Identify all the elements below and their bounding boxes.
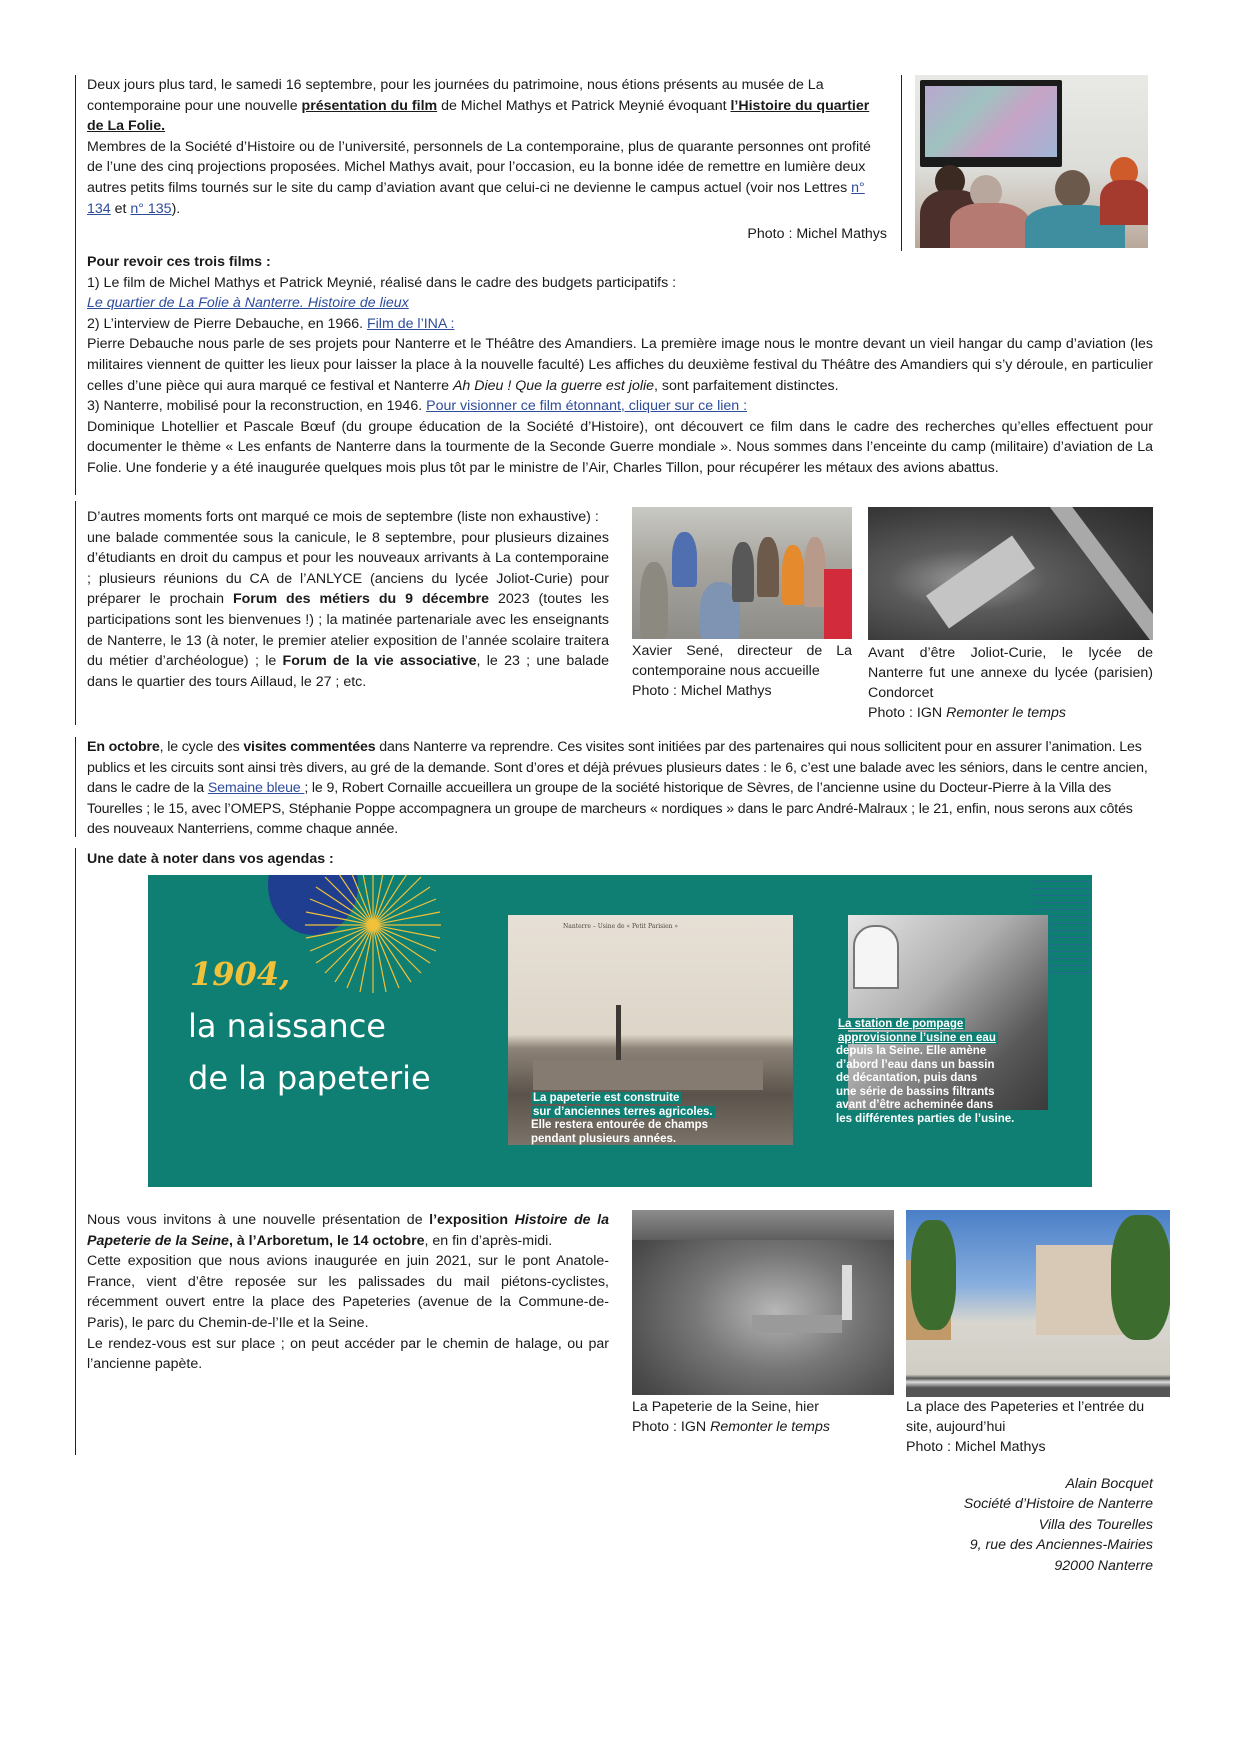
banner-title: la naissance de la papeterie (188, 1007, 431, 1097)
september-text: D’autres moments forts ont marqué ce mois de septembre (liste non exhaustive) : une balade commentée sous la canicule, le 8 septembre, pour plusieurs dizaines d’étudiants en droit du campus et pour les nouveaux arrivants à La contemporaine ; plusieurs réunions du CA de l’ANLYCE (anciens du lycée Joliot-Curie) pour préparer le prochain Forum des métiers du 9 décembre 2023 (toutes les participations sont les bienvenues !) ; la matinée partenariale avec les enseignants de Nanterre, le 13 (à noter, le premier atelier exposition de l’année scolaire traitera du métier d’archéologue) ; le Forum de la vie associative, le 23 ; une balade dans le quartier des tours Aillaud, le 27 ; etc. (87, 509, 609, 690)
signature-block (964, 1474, 1153, 1576)
welcome-crowd-photo (632, 507, 852, 639)
pumping-station-caption: La station de pompage approvisionne l’usine en eau depuis la Seine. Elle amène d’abord l’eau dans un bassin de décantation, puis dans une série de bassins filtrants avant d’être acheminée dans les différentes parties de l’usine. (836, 1018, 1015, 1125)
letter-134-link[interactable]: n° 134 (87, 179, 865, 217)
forum-metiers-emphasis: Forum des métiers du 9 décembre (232, 591, 490, 608)
exhibition-banner (148, 875, 1092, 1187)
city: 92000 Nanterre (1054, 1557, 1153, 1574)
film-item-3-description: Dominique Lhotellier et Pascale Bœuf (du groupe éducation de la Société d’Histoire), ont découvert ce film dans le cadre des recherches qu’elles effectuent pour documenter le thème « Les enfants de Nanterre dans la tourmente de la Seconde Guerre mondiale ». Nous sommes dans l’enceinte du camp (militaire) d’aviation de La Folie. Une fonderie y a été inaugurée quelques mois plus tôt par le ministre de l’Air, Charles Tillon, pour récupérer les métaux des avions abattus. (87, 418, 1153, 476)
margin-rule (75, 75, 76, 495)
margin-rule (75, 737, 76, 837)
october-paragraph: En octobre, le cycle des visites commentées dans Nanterre va reprendre. Ces visites sont initiées par des partenaires qui nous sollicitent pour en assurer l’animation. Les publics et les circuits sont ainsi très divers, au gré de la demande. Sont d’ores et déjà prévues plusieurs dates : le 6, c’est une balade avec les séniors, dans le centre ancien, dans le cadre de la Semaine bleue ; le 9, Robert Cornaille accueillera un groupe de la société historique de Sèvres, de l’ancienne usine du Docteur-Pierre à la Villa des Tourelles ; le 15, avec l’OMEPS, Stéphanie Poppe accompagnera un groupe de marcheurs « nordiques » dans le parc André-Malraux ; le 21, enfin, nous serons aux côtés des nouveaux Nanterriens, comme chaque année. (87, 739, 1148, 838)
films-section (87, 252, 1153, 479)
film-item-2: 2) L’interview de Pierre Debauche, en 1966. Film de l’INA : (87, 315, 455, 332)
screening-photo (915, 75, 1148, 248)
paper-mill-photo-caption: La Papeterie de la Seine, hier Photo : IGN Remonter le temps (632, 1399, 830, 1435)
red-poster (824, 569, 852, 639)
postcard-caption: La papeterie est construite sur d’anciennes terres agricoles. Elle restera entourée de champs pendant plusieurs années. (531, 1092, 713, 1145)
place-photo-caption: La place des Papeteries et l’entrée du site, aujourd’hui Photo : Michel Mathys (906, 1399, 1145, 1455)
letter-135-link[interactable]: n° 135 (130, 200, 172, 217)
history-emphasis: l’Histoire du quartier de La Folie. (87, 97, 870, 135)
paper-mill-aerial-photo (632, 1210, 894, 1395)
film-item-3: 3) Nanterre, mobilisé pour la reconstruction, en 1946. Pour visionner ce film étonnant, cliquer sur ce lien : (87, 398, 748, 415)
film-presentation-emphasis: présentation du film (301, 97, 438, 114)
members-paragraph: Membres de la Société d’Histoire ou de l’université, personnels de La contemporaine, plus de quarante personnes ont profité de l’une des cinq projections proposées. Michel Mathys avait, pour l’occasion, eu la bonne idée de remettre en lumière deux autres petits films tournés sur le site du camp d’aviation avant que celui-ci ne devienne le campus actuel (voir nos Lettres n° 134 et n° 135). (87, 138, 871, 217)
semaine-bleue-link[interactable]: Semaine bleue (207, 780, 305, 797)
margin-rule (75, 501, 76, 725)
film-item-2-description: Pierre Debauche nous parle de ses projets pour Nanterre et le Théâtre des Amandiers. La première image nous le montre devant un vieil hangar du camp d’aviation (les militaires viennent de quitter les lieux pour laisser la place à la nouvelle faculté) Les affiches du deuxième festival du Théâtre des Amandiers qui s’y déroule, en particulier celles d’une pièce qui aura marqué ce festival et Nanterre Ah Dieu ! Que la guerre est jolie, sont parfaitement distinctes. (87, 336, 1153, 394)
welcome-photo-caption: Xavier Sené, directeur de La contemporaine nous accueille Photo : Michel Mathys (632, 643, 852, 699)
column-divider (901, 75, 902, 251)
street-address: 9, rue des Anciennes-Mairies (969, 1537, 1153, 1554)
exposition-text: Nous vous invitons à une nouvelle présentation de l’exposition Histoire de la Papeterie de la Seine, à l’Arboretum, le 14 octobre, en fin d’après-midi. Cette exposition que nous avions inaugurée en juin 2021, sur le pont Anatole-France, vient d’être reposée sur les palissades du mail piétons-cyclistes, récemment ouvert entre la place des Papeteries (avenue de la Commune-de-Paris), le parc du Chemin-de-l’Ile et la Seine. Le rendez-vous est sur place ; on peut accéder par le chemin de halage, ou par l’ancienne papète. (87, 1212, 609, 1373)
films-heading: Pour revoir ces trois films : (87, 254, 271, 270)
sunburst-icon (303, 875, 443, 995)
la-folie-film-link[interactable]: Le quartier de La Folie à Nanterre. Histoire de lieux (87, 295, 409, 312)
paper-mill-postcard-image: Nanterre – Usine de « Petit Parisien » (508, 915, 793, 1145)
photo-credit: Photo : Michel Mathys (747, 226, 887, 243)
film-item-1: 1) Le film de Michel Mathys et Patrick Meynié, réalisé dans le cadre des budgets participatifs : (87, 274, 677, 291)
margin-rule (75, 848, 76, 1455)
forum-vie-associative-emphasis: Forum de la vie associative (282, 653, 477, 670)
author-name: Alain Bocquet (1065, 1476, 1153, 1492)
venue: Villa des Tourelles (1038, 1516, 1153, 1533)
ina-film-link[interactable]: Film de l’INA : (366, 315, 455, 332)
intro-text-block (87, 75, 887, 245)
reconstruction-film-link[interactable]: Pour visionner ce film étonnant, cliquer sur ce lien : (426, 398, 748, 415)
place-des-papeteries-photo (906, 1210, 1170, 1397)
lycee-aerial-photo (868, 507, 1153, 640)
lycee-photo-caption: Avant d’être Joliot-Curie, le lycée de Nanterre fut une annexe du lycée (parisien) Condorcet Photo : IGN Remonter le temps (868, 645, 1153, 721)
organization: Société d’Histoire de Nanterre (963, 1496, 1153, 1513)
agenda-heading: Une date à noter dans vos agendas : (87, 851, 334, 867)
exhibition-title: Histoire de la Papeterie de la Seine (87, 1212, 609, 1249)
banner-year: 1904, (190, 955, 291, 993)
tv-screen (920, 80, 1062, 167)
intro-paragraph: Deux jours plus tard, le samedi 16 septembre, pour les journées du patrimoine, nous étions présents au musée de La contemporaine pour une nouvelle présentation du film de Michel Mathys et Patrick Meynié évoquant l’Histoire du quartier de La Folie. (87, 77, 870, 135)
